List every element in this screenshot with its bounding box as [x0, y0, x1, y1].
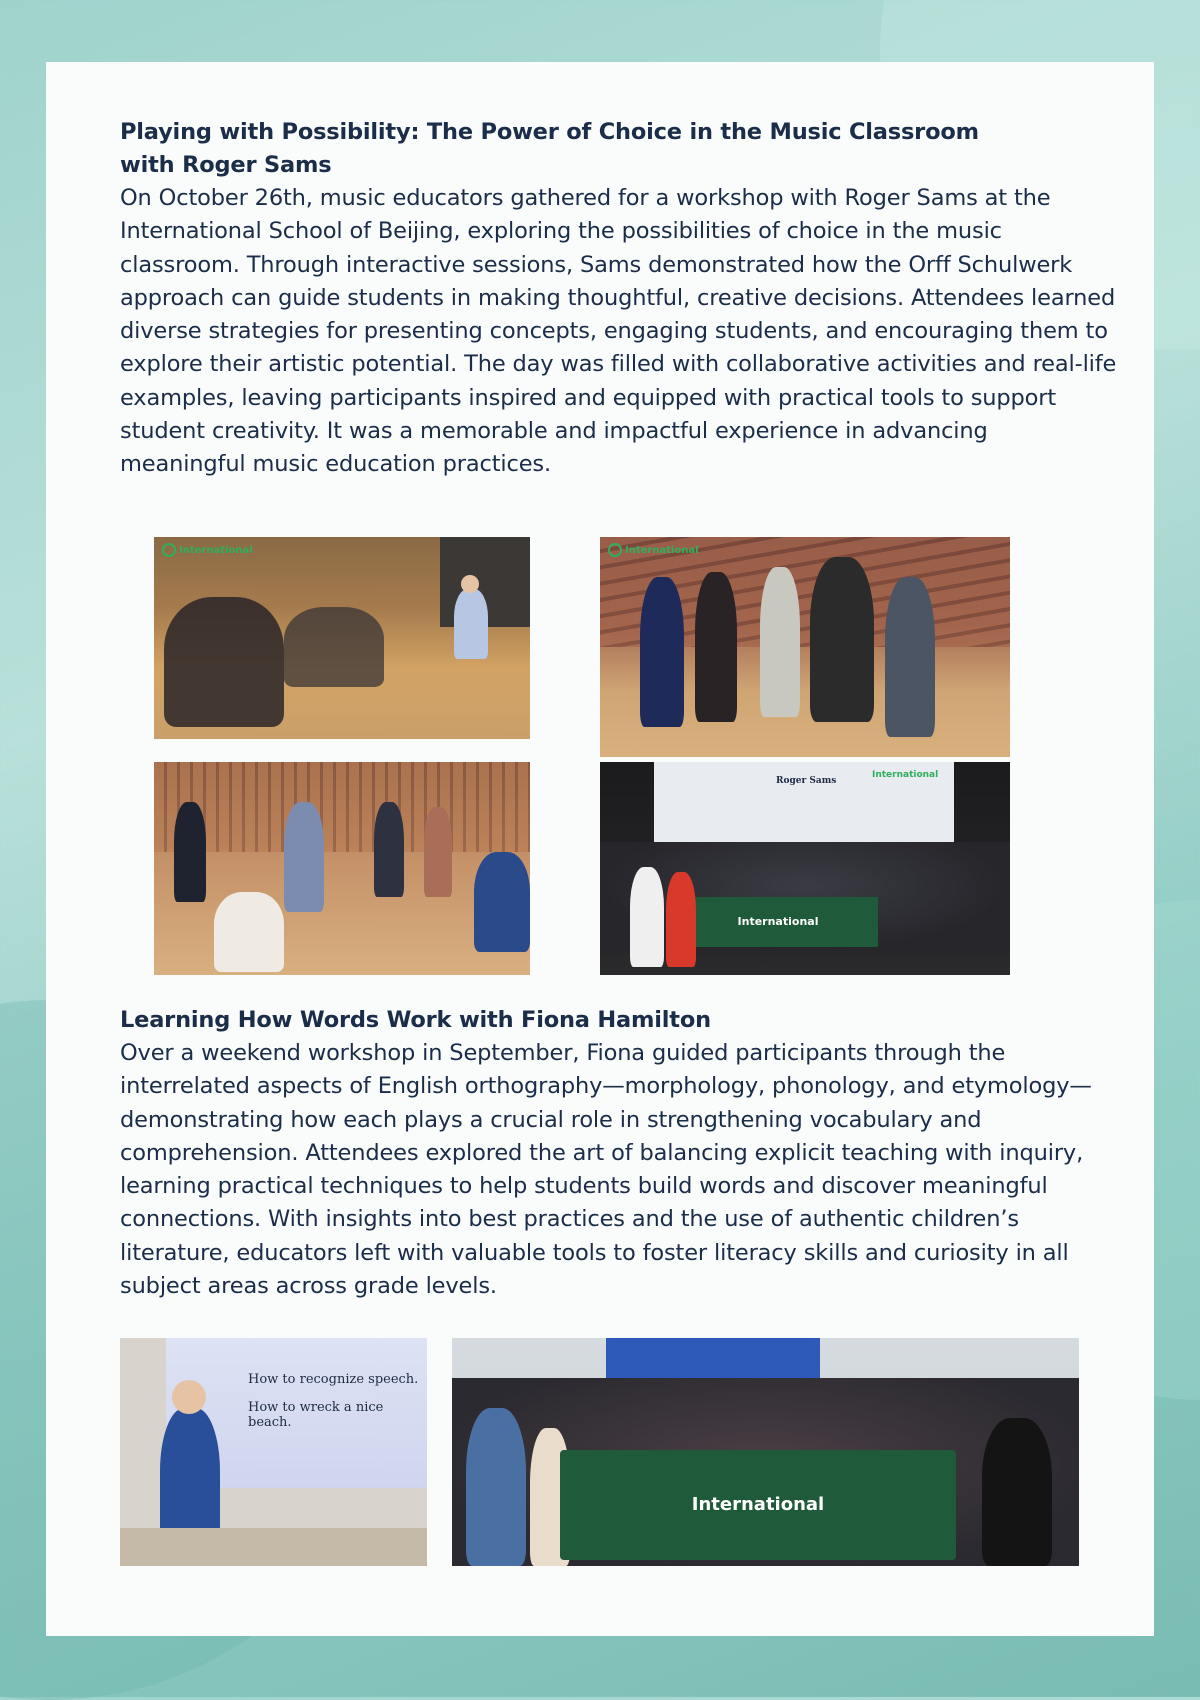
seated-participant: [214, 892, 284, 972]
floor: [120, 1528, 427, 1566]
watermark-logo: [162, 543, 253, 557]
watermark-logo: [608, 543, 699, 557]
slide-logo-text: International: [872, 770, 939, 780]
participant: [630, 867, 664, 967]
photo-group-fiona-hamilton: [452, 1338, 1079, 1566]
brand-banner: International: [678, 897, 878, 947]
participant: [885, 577, 935, 737]
brand-leaf-icon: [162, 543, 176, 557]
slide-speaker-name: Roger Sams: [776, 776, 837, 786]
section-title-music: [120, 116, 979, 182]
participant: [284, 802, 324, 912]
section-title-words: [120, 1004, 711, 1037]
slide-line-1: How to recognize speech.: [248, 1372, 419, 1387]
participant: [666, 872, 696, 967]
participant: [466, 1408, 526, 1566]
section-title-line: Learning How Words Work with Fiona Hamilton: [120, 1007, 711, 1033]
section-body-words: Over a weekend workshop in September, Fiona guided participants through the interrelated aspects of English orthography—morphology, phonology, and etymology—demonstrating how each plays a crucial role in strengthening vocabulary and comprehension. Attendees explored the art of balancing explicit teaching with inquiry, learning practical techniques to help students build words and discover meaningful connections. With insights into best practices and the use of authentic children’s literature, educators left with valuable tools to foster literacy skills and curiosity in all subject areas across grade levels.: [120, 1040, 1092, 1300]
photo-group-roger-sams: [600, 762, 1010, 975]
section-body-music: On October 26th, music educators gathered for a workshop with Roger Sams at the International School of Beijing, exploring the possibilities of choice in the music classroom. Through interactive sessions, Sams demonstrated how the Orff Schulwerk approach can guide students in making thoughtful, creative decisions. Attendees learned diverse strategies for presenting concepts, engaging students, and encouraging them to explore their artistic potential. The day was filled with collaborative activities and real-life examples, leaving participants inspired and equipped with practical tools to support student creativity. It was a memorable and impactful experience in advancing meaningful music education practices.: [120, 185, 1117, 478]
teacher-figure: [454, 589, 488, 659]
seated-students: [164, 597, 284, 727]
teacher-head: [461, 575, 479, 593]
watermark-text: International: [625, 545, 699, 556]
photo-standing-activity: [600, 537, 1010, 757]
participant: [374, 802, 404, 897]
participant: [695, 572, 737, 722]
participant: [982, 1418, 1052, 1566]
presenter-head: [172, 1380, 206, 1414]
participant: [640, 577, 684, 727]
wall-slats: [154, 762, 530, 852]
section-title-line: Playing with Possibility: The Power of Choice in the Music Classroom: [120, 119, 979, 145]
participant: [810, 557, 874, 722]
participant: [760, 567, 800, 717]
jacket: [474, 852, 530, 952]
section-title-line: with Roger Sams: [120, 152, 332, 178]
slide-line-2: How to wreck a nice beach.: [248, 1400, 384, 1430]
photo-classroom-xylophones: [154, 537, 530, 739]
participant: [424, 807, 452, 897]
brand-leaf-icon: [608, 543, 622, 557]
participant: [174, 802, 206, 902]
newsletter-page: [46, 62, 1154, 1636]
watermark-text: International: [179, 545, 253, 556]
photo-circle-activity: [154, 762, 530, 975]
photo-fiona-presenting: [120, 1338, 427, 1566]
seated-students: [284, 607, 384, 687]
brand-banner: International: [560, 1450, 956, 1560]
